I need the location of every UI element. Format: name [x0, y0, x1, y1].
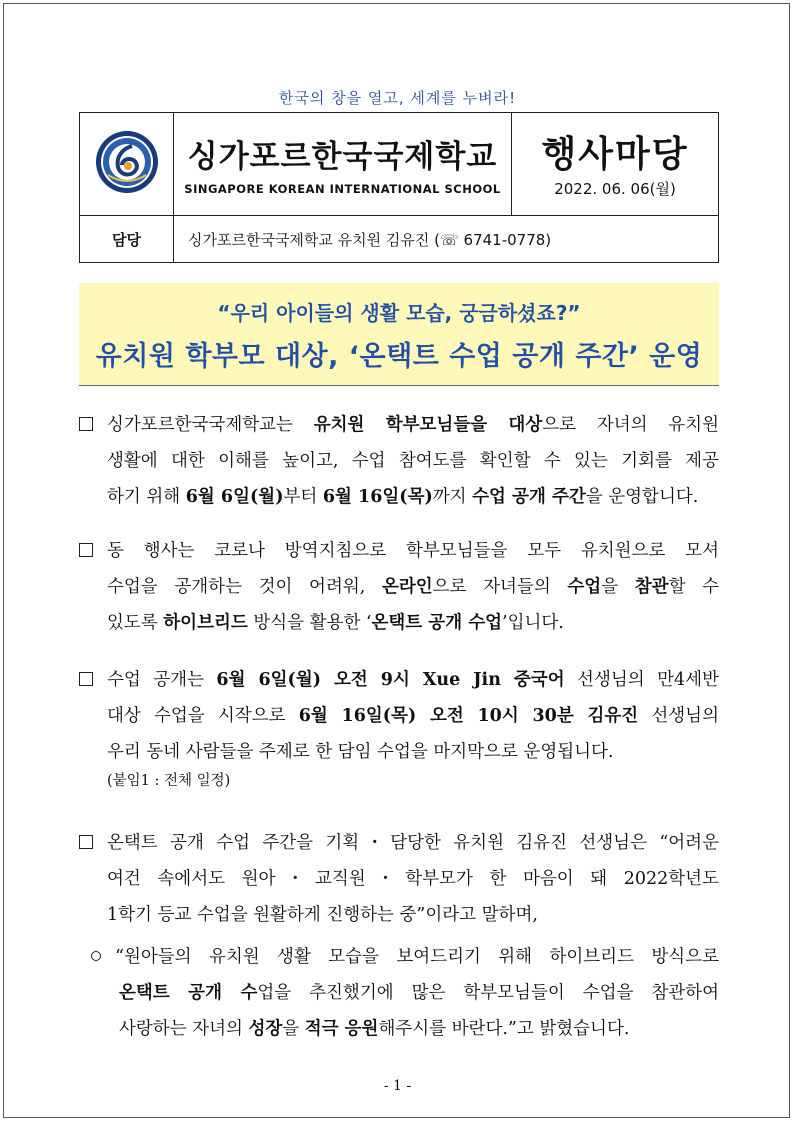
sub-paragraph [91, 939, 719, 1047]
paragraph-line: 하기 위해 6월 6일(월)부터 6월 16일(목)까지 수업 공개 주간을 운영합니다. [107, 487, 699, 507]
circle-bullet-icon [91, 951, 101, 961]
paragraph-line: 대상 수업을 시작으로 6월 16일(목) 오전 10시 30분 김유진 선생님의 [107, 706, 719, 726]
paragraph-line: 수업 공개는 6월 6일(월) 오전 9시 Xue Jin 중국어 선생님의 만4세반 [79, 662, 719, 698]
contact-label: 담당 [80, 216, 174, 263]
header-table [79, 112, 719, 263]
page-number: - 1 - [383, 1078, 412, 1094]
contact-text: 싱가포르한국국제학교 유치원 김유진 (☏ 6741-0778) [174, 216, 719, 263]
paragraph-line: 싱가포르한국국제학교는 유치원 학부모님들을 대상으로 자녀의 유치원 [79, 407, 719, 443]
paragraph-line: 여건 속에서도 원아・교직원・학부모가 한 마음이 돼 2022학년도 [107, 869, 719, 889]
school-emblem-icon [94, 129, 160, 195]
paragraph-line: 동 행사는 코로나 방역지침으로 학부모님들을 모두 유치원으로 모셔 [79, 533, 719, 569]
paragraph-line: 생활에 대한 이해를 높이고, 수업 참여도를 확인할 수 있는 기회를 제공 [107, 451, 719, 471]
paragraph-1 [79, 407, 719, 515]
logo-cell [80, 113, 174, 216]
sub-headline: “우리 아이들의 생활 모습, 궁금하셨죠?” [217, 301, 581, 325]
paragraph-2 [79, 533, 719, 641]
checkbox-bullet-icon [79, 417, 93, 431]
checkbox-bullet-icon [79, 543, 93, 557]
checkbox-bullet-icon [79, 672, 93, 686]
paragraph-line: 있도록 하이브리드 방식을 활용한 ‘온택트 공개 수업’입니다. [107, 613, 564, 633]
slogan: 한국의 창을 열고, 세계를 누벼라! [278, 89, 517, 107]
paragraph-line: 수업을 공개하는 것이 어려워, 온라인으로 자녀들의 수업을 참관할 수 [107, 577, 720, 597]
paragraph-line: 우리 동네 사람들을 주제로 한 담임 수업을 마지막으로 운영됩니다. [107, 742, 614, 762]
event-date: 2022. 06. 06(월) [554, 179, 676, 198]
paragraph-4 [79, 825, 719, 933]
school-name-en: SINGAPORE KOREAN INTERNATIONAL SCHOOL [184, 182, 501, 196]
event-title: 행사마당 [541, 133, 689, 175]
main-headline: 유치원 학부모 대상, ‘온택트 수업 공개 주간’ 운영 [95, 341, 703, 372]
attachment-note: (붙임1 : 전체 일정) [107, 773, 231, 789]
event-cell [512, 113, 719, 216]
headline-box [79, 283, 719, 386]
paragraph-3 [79, 662, 719, 792]
school-name-ko: 싱가포르한국국제학교 [187, 139, 498, 175]
paragraph-line: 온택트 공개 수업을 추진했기에 많은 학부모님들이 수업을 참관하여 [119, 983, 719, 1003]
paragraph-line: 사랑하는 자녀의 성장을 적극 응원해주시를 바란다.”고 밝혔습니다. [119, 1019, 630, 1039]
paragraph-line: 온택트 공개 수업 주간을 기획・담당한 유치원 김유진 선생님은 “어려운 [79, 825, 719, 861]
paragraph-line: “원아들의 유치원 생활 모습을 보여드리기 위해 하이브리드 방식으로 [91, 939, 719, 975]
paragraph-line: 1학기 등교 수업을 원활하게 진행하는 중”이라고 말하며, [107, 905, 538, 925]
school-name-cell [174, 113, 512, 216]
checkbox-bullet-icon [79, 835, 93, 849]
